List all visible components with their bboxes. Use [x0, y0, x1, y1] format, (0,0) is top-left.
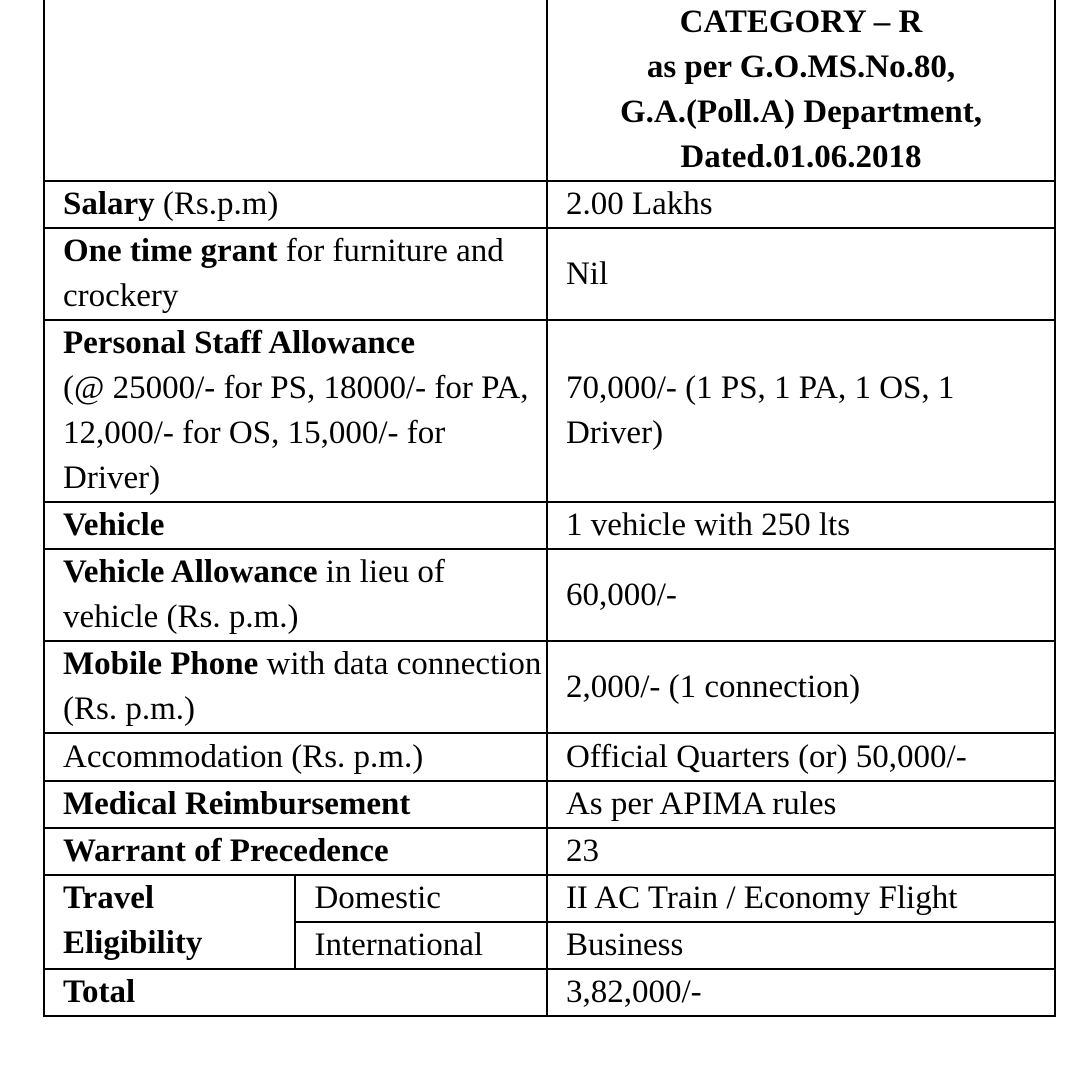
header-line-4: Dated.01.06.2018 — [680, 139, 922, 175]
medical-value: As per APIMA rules — [547, 781, 1055, 828]
mobile-label: Mobile Phone with data connection (Rs. p.m.) — [44, 641, 547, 733]
salary-value: 2.00 Lakhs — [547, 181, 1055, 228]
table-row-travel-domestic — [44, 875, 1055, 922]
table-row-accommodation — [44, 733, 1055, 781]
table-row-medical — [44, 781, 1055, 828]
table-row-precedence — [44, 828, 1055, 875]
travel-international-label: International — [295, 922, 546, 969]
travel-eligibility-label — [44, 875, 295, 969]
medical-label: Medical Reimbursement — [44, 781, 547, 828]
staff-label: Personal Staff Allowance (@ 25000/- for PS, 18000/- for PA, 12,000/- for OS, 15,000/- for Driver) — [44, 320, 547, 502]
total-label: Total — [44, 969, 547, 1016]
travel-international-value: Business — [547, 922, 1055, 969]
travel-domestic-label: Domestic — [295, 875, 546, 922]
total-value: 3,82,000/- — [547, 969, 1055, 1016]
table-row-vehicle — [44, 502, 1055, 549]
table-row-staff — [44, 320, 1055, 502]
precedence-label: Warrant of Precedence — [44, 828, 547, 875]
header-line-2: as per G.O.MS.No.80, — [646, 49, 956, 85]
table-row-vehicle-allowance — [44, 549, 1055, 641]
travel-domestic-value: II AC Train / Economy Flight — [547, 875, 1055, 922]
vehicle-allowance-value: 60,000/- — [547, 549, 1055, 641]
travel-label-line-2: Eligibility — [63, 925, 203, 961]
accommodation-value: Official Quarters (or) 50,000/- — [547, 733, 1055, 781]
precedence-value: 23 — [547, 828, 1055, 875]
header-line-3: G.A.(Poll.A) Department, — [619, 94, 982, 130]
table-row-salary — [44, 181, 1055, 228]
vehicle-label: Vehicle — [44, 502, 547, 549]
table-row-mobile — [44, 641, 1055, 733]
accommodation-label: Accommodation (Rs. p.m.) — [44, 733, 547, 781]
vehicle-value: 1 vehicle with 250 lts — [547, 502, 1055, 549]
table-row-grant — [44, 228, 1055, 320]
allowance-table — [43, 0, 1056, 1017]
vehicle-allowance-label: Vehicle Allowance in lieu of vehicle (Rs. p.m.) — [44, 549, 547, 641]
header-empty-cell — [44, 0, 547, 181]
category-header — [547, 0, 1055, 181]
staff-value: 70,000/- (1 PS, 1 PA, 1 OS, 1 Driver) — [547, 320, 1055, 502]
travel-label-line-1: Travel — [63, 880, 155, 916]
mobile-value: 2,000/- (1 connection) — [547, 641, 1055, 733]
salary-label: Salary (Rs.p.m) — [44, 181, 547, 228]
grant-label: One time grant for furniture and crockery — [44, 228, 547, 320]
grant-value: Nil — [547, 228, 1055, 320]
header-line-1: CATEGORY – R — [679, 4, 923, 40]
table-header-row — [44, 0, 1055, 181]
table-row-total — [44, 969, 1055, 1016]
